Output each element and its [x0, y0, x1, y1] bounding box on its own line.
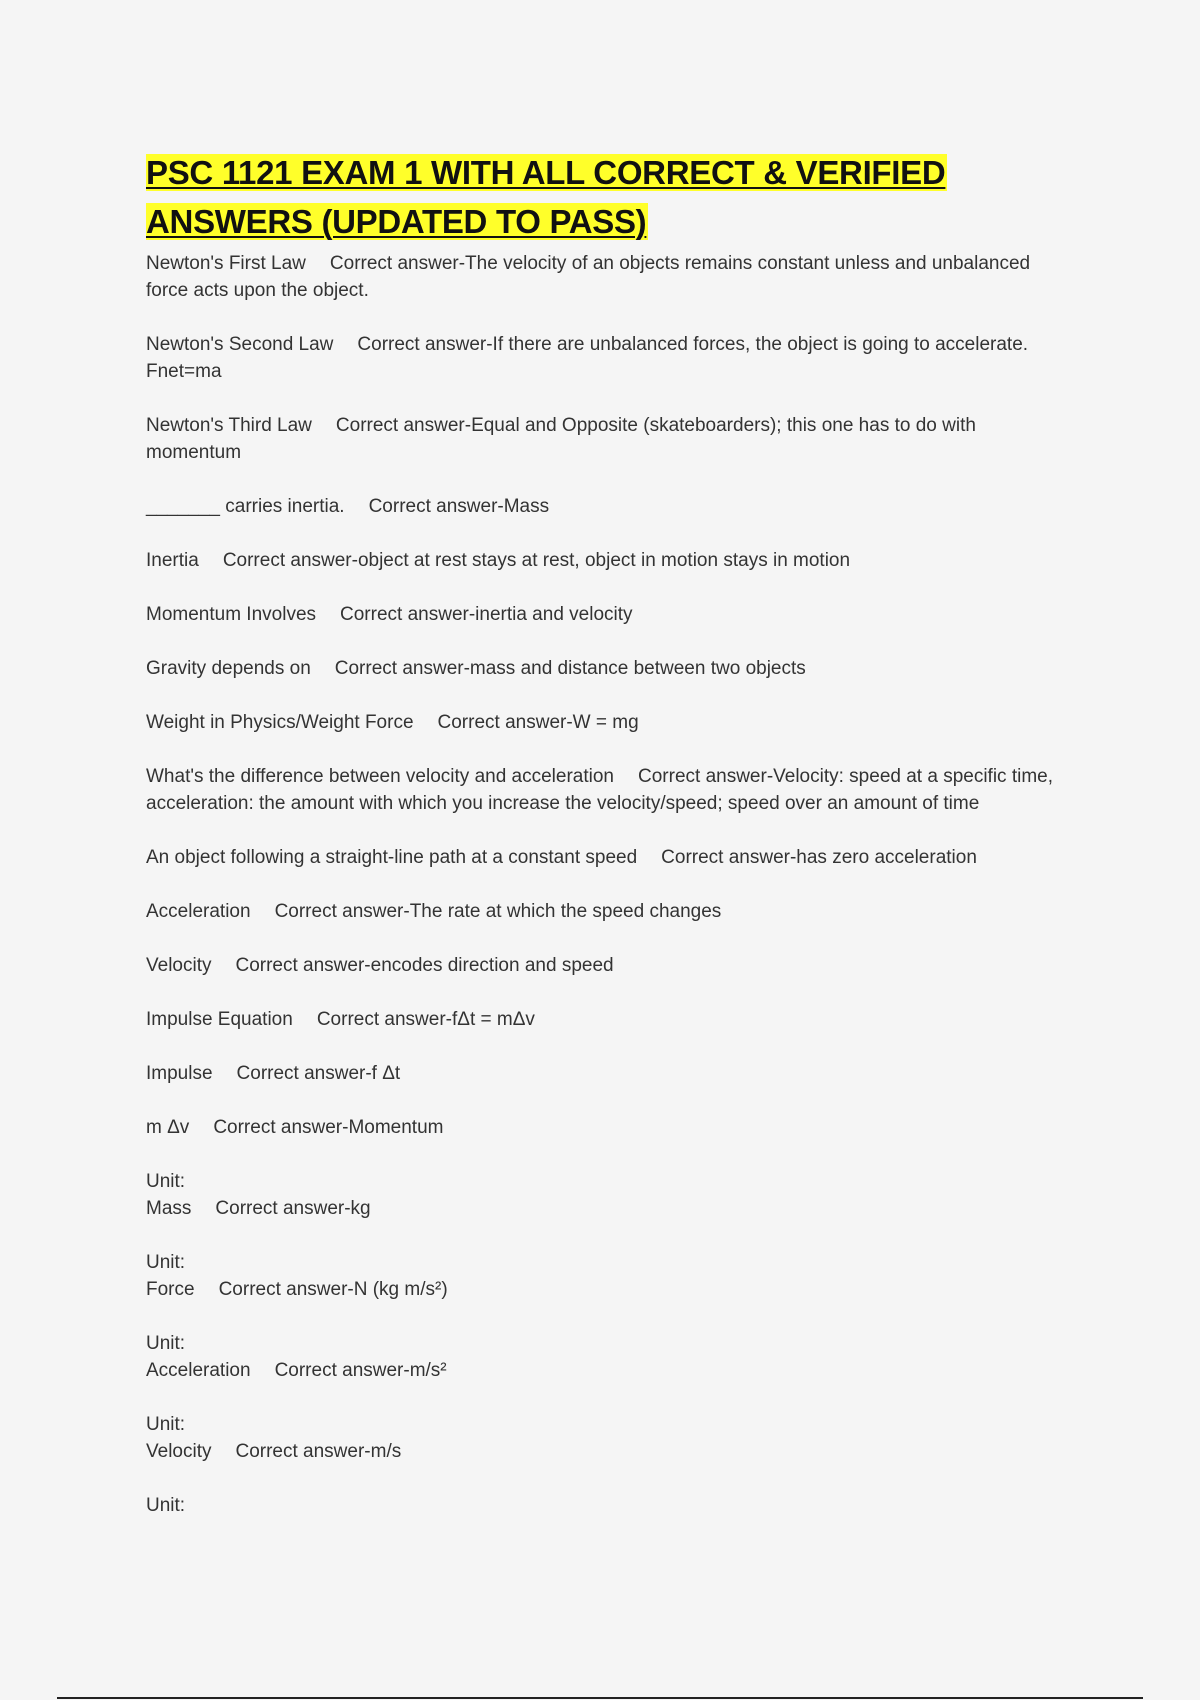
qa-answer: Correct answer-The rate at which the speed changes — [274, 901, 722, 922]
qa-answer: Correct answer-W = mg — [437, 712, 639, 733]
document-title — [146, 148, 1066, 246]
qa-item — [146, 763, 1066, 817]
title-line-1: PSC 1121 EXAM 1 WITH ALL CORRECT & VERIFIED — [146, 154, 946, 191]
qa-answer: Correct answer-Velocity: speed at a specific time, — [638, 766, 1054, 787]
qa-answer: Correct answer-encodes direction and speed — [235, 955, 614, 976]
qa-term: Mass — [146, 1198, 192, 1219]
qa-answer: Correct answer-object at rest stays at rest, object in motion stays in motion — [222, 550, 851, 571]
qa-term: Momentum Involves — [146, 604, 317, 625]
qa-answer: Correct answer-m/s — [235, 1441, 402, 1462]
title-line-2: ANSWERS (UPDATED TO PASS) — [146, 203, 647, 240]
unit-item — [146, 1492, 1066, 1519]
qa-item — [146, 844, 1066, 871]
qa-term: Newton's Third Law — [146, 415, 312, 436]
qa-term: Force — [146, 1279, 195, 1300]
unit-label: Unit: — [146, 1171, 186, 1192]
qa-term: Newton's First Law — [146, 253, 306, 274]
qa-term: Newton's Second Law — [146, 334, 334, 355]
footer-divider — [57, 1697, 1143, 1699]
qa-answer: Correct answer-N (kg m/s²) — [218, 1279, 448, 1300]
qa-item — [146, 250, 1066, 304]
qa-answer: Correct answer-inertia and velocity — [340, 604, 633, 625]
qa-term: Acceleration — [146, 901, 251, 922]
qa-term: Impulse — [146, 1063, 213, 1084]
qa-item — [146, 655, 1066, 682]
qa-item — [146, 331, 1066, 385]
qa-item — [146, 952, 1066, 979]
unit-item — [146, 1249, 1066, 1303]
unit-item — [146, 1168, 1066, 1222]
unit-label: Unit: — [146, 1333, 186, 1354]
qa-answer-continued: acceleration: the amount with which you increase the velocity/speed; speed over an amount of time — [146, 793, 980, 814]
unit-label: Unit: — [146, 1495, 186, 1516]
qa-term: m Δv — [146, 1117, 190, 1138]
qa-term: An object following a straight-line path at a constant speed — [146, 847, 638, 868]
qa-item — [146, 547, 1066, 574]
qa-answer: Correct answer-has zero acceleration — [661, 847, 977, 868]
qa-answer: Correct answer-Mass — [368, 496, 550, 517]
qa-term: Gravity depends on — [146, 658, 311, 679]
unit-label: Unit: — [146, 1252, 186, 1273]
qa-term: _______ carries inertia. — [146, 496, 345, 517]
qa-answer: Correct answer-mass and distance between two objects — [334, 658, 806, 679]
qa-answer: Correct answer-Equal and Opposite (skateboarders); this one has to do with momentum — [146, 415, 976, 463]
qa-item — [146, 1114, 1066, 1141]
qa-answer: Correct answer-f Δt — [236, 1063, 401, 1084]
qa-item — [146, 898, 1066, 925]
qa-item — [146, 709, 1066, 736]
unit-label: Unit: — [146, 1414, 186, 1435]
qa-item — [146, 493, 1066, 520]
unit-item — [146, 1411, 1066, 1465]
qa-answer: Correct answer-If there are unbalanced forces, the object is going to accelerate. Fnet=ma — [146, 334, 1029, 382]
qa-item — [146, 601, 1066, 628]
qa-answer: Correct answer-fΔt = mΔv — [316, 1009, 535, 1030]
qa-answer: Correct answer-m/s² — [274, 1360, 447, 1381]
qa-term: Weight in Physics/Weight Force — [146, 712, 414, 733]
qa-term: Velocity — [146, 955, 212, 976]
qa-item — [146, 412, 1066, 466]
qa-answer: Correct answer-The velocity of an objects remains constant unless and unbalanced force acts upon the object. — [146, 253, 1031, 301]
qa-item — [146, 1006, 1066, 1033]
qa-term: What's the difference between velocity and acceleration — [146, 766, 614, 787]
qa-term: Inertia — [146, 550, 199, 571]
qa-term: Impulse Equation — [146, 1009, 293, 1030]
unit-item — [146, 1330, 1066, 1384]
qa-term: Acceleration — [146, 1360, 251, 1381]
qa-item — [146, 1060, 1066, 1087]
qa-answer: Correct answer-kg — [215, 1198, 371, 1219]
document-content — [146, 148, 1066, 1546]
qa-term: Velocity — [146, 1441, 212, 1462]
qa-answer: Correct answer-Momentum — [213, 1117, 444, 1138]
